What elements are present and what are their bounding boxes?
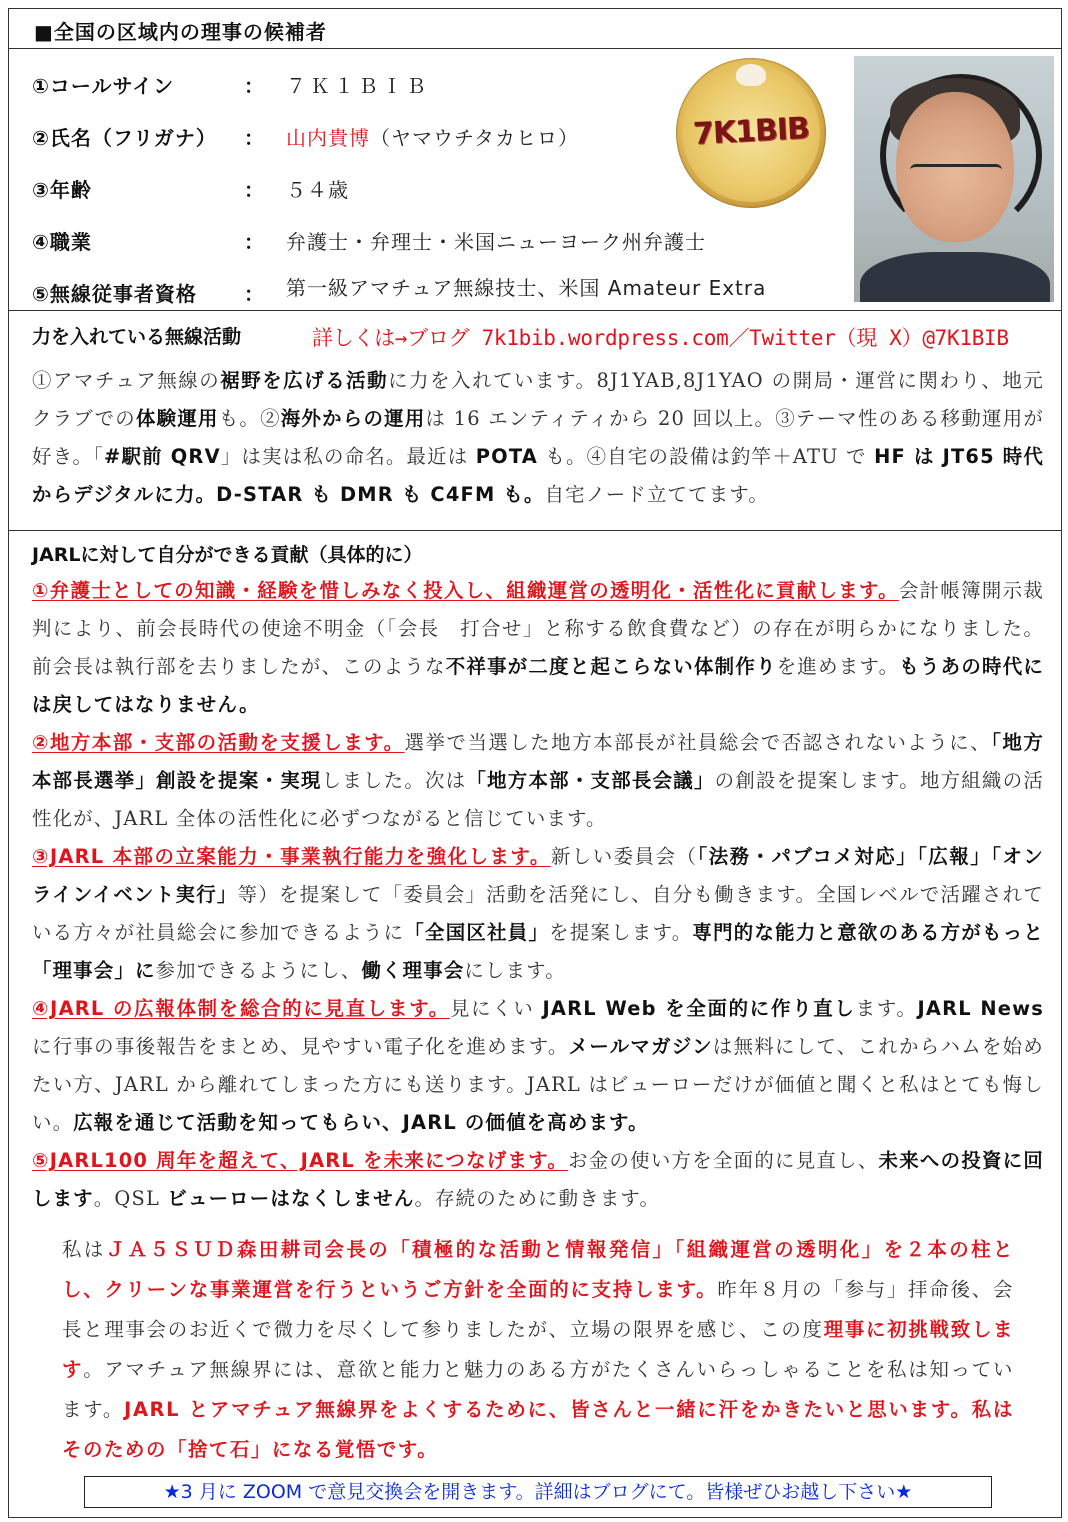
text-bold: 働く理事会 [361,959,465,982]
text: 自宅ノード立ててます。 [544,483,769,506]
text-bold: メールマガジン [568,1035,713,1058]
license-value: 第一級アマチュア無線技士、米国 Amateur Extra [286,276,767,300]
text: を提案します。 [549,921,693,944]
text: 」は実は私の命名。最近は [220,445,476,468]
item1-heading: ①弁護士としての知識・経験を惜しみなく投入し、組織運営の透明化・活性化に貢献します。 [32,579,899,602]
age-colon: ： [244,178,264,202]
text-bold: 「地方本部長選挙」創設を提案・実現 [32,731,1044,792]
badge-text: 7K1BIB [692,110,810,153]
text-bold: 不祥事が二度と起こらない体制作り [445,655,777,678]
text-red-bold: 理事に初挑戦致します [62,1318,1014,1381]
text: お金の使い方を全面的に見直し、 [568,1149,879,1172]
item2-heading: ②地方本部・支部の活動を支援します。 [32,731,405,754]
text-bold: JARL News [917,997,1044,1020]
text-bold: POTA [475,445,538,468]
name-colon: ： [244,126,264,150]
contribution-text [32,572,1044,1218]
text-bold: JARL Web を全面的に作り直し [542,997,856,1020]
text-bold: もうあの時代には戻してはなりません。 [32,655,1045,716]
text: 新しい委員会（ [550,845,698,868]
text: しました。次は [321,769,467,792]
text-bold: ビューローはなくしません [167,1187,415,1210]
contribution-heading: JARLに対して自分ができる貢献（具体的に） [32,544,423,566]
text: も。② [218,407,281,430]
name-value-group [286,122,579,151]
callsign-label: ①コールサイン [32,74,175,98]
age-value: ５４歳 [286,178,349,202]
text: にします。 [464,959,566,982]
callsign-badge-image [676,58,826,208]
divider [8,530,1062,531]
text: 。QSL [93,1187,168,1210]
name-kana: （ヤマウチタカヒロ） [370,126,579,150]
text: ①アマチュア無線の [32,369,221,392]
text-bold: 体験運用 [135,407,219,430]
text: に行事の事後報告をまとめ、見やすい電子化を進めます。 [32,1035,569,1058]
activities-heading: 力を入れている無線活動 [32,326,242,348]
zoom-notice-box: ★3 月に ZOOM で意見交換会を開きます。詳細はブログにて。皆様ぜひお越し下さい★ [84,1476,992,1508]
license-label: ⑤無線従事者資格 [32,282,197,306]
item5-heading: ⑤JARL100 周年を超えて、JARL を未来につなげます。 [32,1149,569,1172]
text: 。存続のために動きます。 [414,1187,661,1210]
age-label: ③年齢 [32,178,92,202]
text-bold: 「法務・パブコメ対応」「広報」「オンラインイベント実行」 [32,845,1045,906]
occupation-label: ④職業 [32,230,92,254]
text: も。④自宅の設備は釣竿＋ATU で [537,445,875,468]
text-bold: 専門的な能力と意欲のある方がもっと「理事会」に [32,921,1044,982]
text: 。アマチュア無線界には、意欲と能力と魅力のある方がたくさんいらっしゃることを私は知っています。 [62,1358,1014,1421]
text-bold: 未来への投資に回します [32,1149,1045,1210]
divider [8,310,1062,311]
text: 私は [62,1238,106,1261]
text-red-bold: JARL とアマチュア無線界をよくするために、皆さんと一緒に汗をかきたいと思います。私はそのための「捨て石」になる覚悟です。 [62,1398,1014,1461]
text: 選挙で当選した地方本部長が社員総会で否認されないように、 [404,731,992,754]
glasses [910,164,1002,189]
text-bold: 「地方本部・支部長会議」 [466,769,715,792]
text: ます。 [855,997,918,1020]
callsign-value: ７Ｋ１ＢＩＢ [286,74,430,98]
text-bold: 広報を通じて活動を知ってもらい、JARL の価値を高めます。 [73,1111,649,1134]
text-bold: HF は JT65 時代からデジタルに力。D-STAR も DMR も C4FM も。 [32,445,1044,506]
blog-link[interactable]: 詳しくは→ブログ 7k1bib.wordpress.com／Twitter（現 X）@7K1BIB [312,326,1009,350]
text: は無料にして、これからハムを始めたい方、JARL から離れてしまった方にも送ります。JARL はビューローだけが価値と聞くと私はとても悔しい。 [32,1035,1044,1134]
shirt [860,252,1050,302]
text: は 16 エンティティから 20 回以上。③テーマ性のある移動運用が好き。「 [32,407,1044,468]
text: 見にくい [449,997,543,1020]
callsign-colon: ： [244,74,264,98]
text-bold: #駅前 QRV [104,445,221,468]
text-red-bold: ＪＡ５ＳＵＤ森田耕司会長の「積極的な活動と情報発信」「組織運営の透明化」を２本の柱とし、クリーンな事業運営を行うというご方針を全面的に支持します。 [62,1238,1015,1301]
text-bold: 裾野を広げる活動 [220,369,389,392]
activities-text [32,362,1044,514]
name-value: 山内貴博 [286,126,370,150]
text-bold: 「全国区社員」 [404,921,550,944]
text: 参加できるようにし、 [155,959,362,982]
text: に力を入れています。8J1YAB,8J1YAO の開局・運営に関わり、地元クラブでの [32,369,1044,430]
text: 等）を提案して「委員会」活動を活発にし、自分も働きます。全国レベルで活躍されている方々が社員総会に参加できるように [32,883,1044,944]
license-colon: ： [244,282,264,306]
text: を進めます。 [776,655,900,678]
closing-text [62,1230,1014,1470]
item3-heading: ③JARL 本部の立案能力・事業執行能力を強化します。 [32,845,551,868]
badge-topping [736,64,766,86]
text: の創設を提案します。地方組織の活性化が、JARL 全体の活性化に必ずつながると信じています。 [32,769,1044,830]
divider [8,48,1062,49]
occupation-colon: ： [244,230,264,254]
candidate-photo [854,56,1054,302]
occupation-value: 弁護士・弁理士・米国ニューヨーク州弁護士 [286,230,706,254]
item4-heading: ④JARL の広報体制を総合的に見直します。 [32,997,450,1020]
text: 昨年８月の「参与」拝命後、会長と理事会のお近くで微力を尽くして参りましたが、立場の限界を感じ、この度 [62,1278,1014,1341]
text: 会計帳簿開示裁判により、前会長時代の使途不明金（「会長 打合せ」と称する飲食費など）の存在が明らかになりました。前会長は執行部を去りましたが、このような [32,579,1045,678]
section-title: ■全国の区域内の理事の候補者 [34,20,327,44]
name-label: ②氏名（フリガナ） [32,126,217,150]
text-bold: 海外からの運用 [280,407,426,430]
